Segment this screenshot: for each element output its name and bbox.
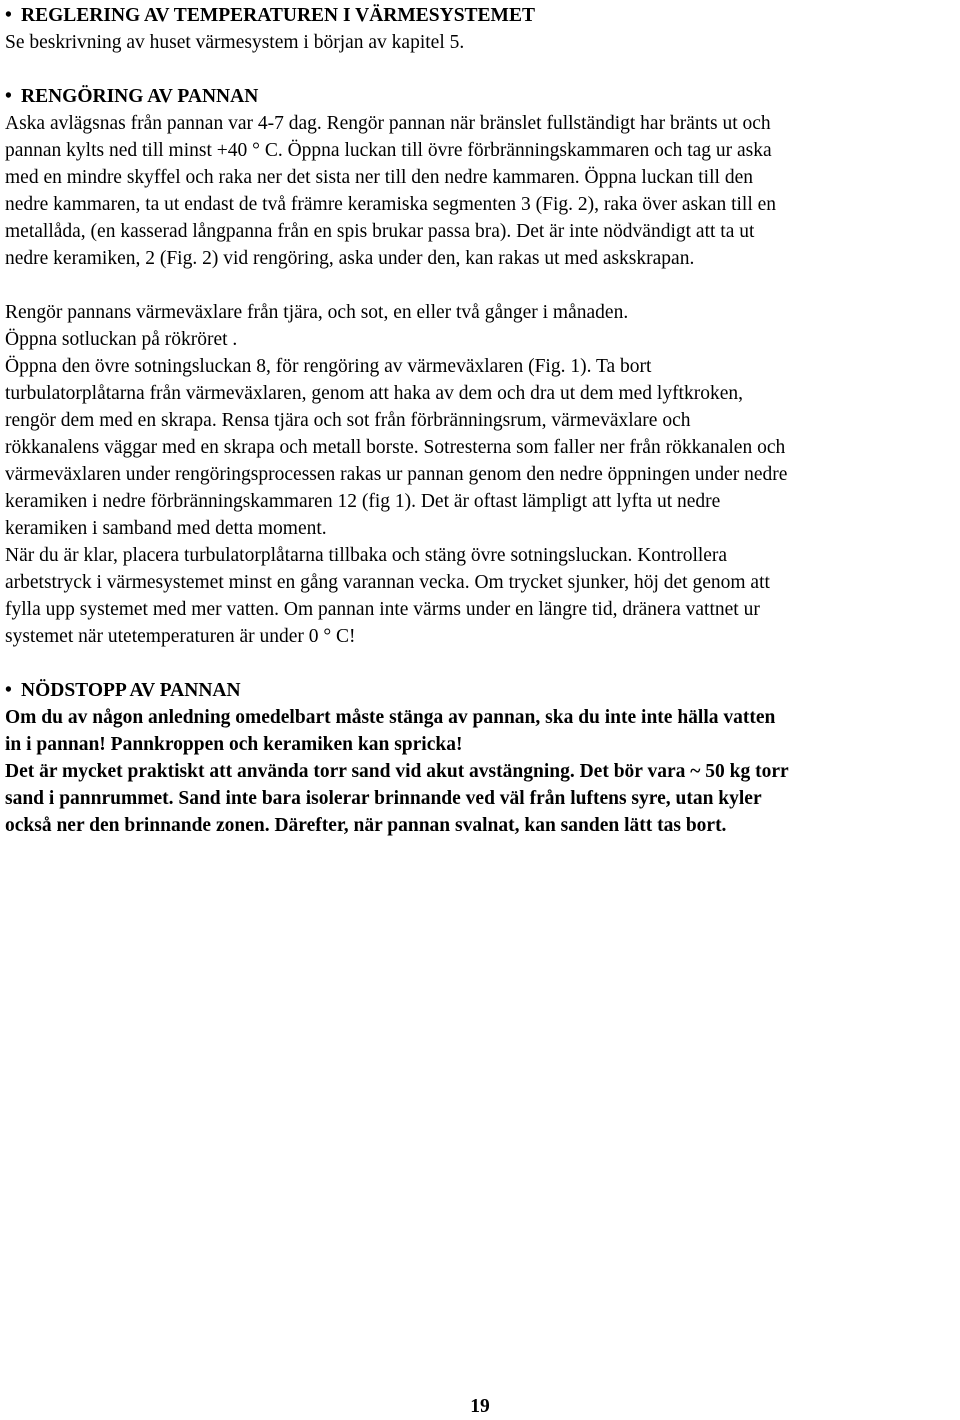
paragraph-line: systemet när utetemperaturen är under 0 ° C! <box>5 626 356 647</box>
section-heading <box>5 2 955 29</box>
paragraph-line: Se beskrivning av huset värmesystem i början av kapitel 5. <box>5 32 465 53</box>
paragraph-line: nedre keramiken, 2 (Fig. 2) vid rengöring, aska under den, kan rakas ut med askskrapan. <box>5 248 695 269</box>
warning-line: också ner den brinnande zonen. Därefter, när pannan svalnat, kan sanden lätt tas bort. <box>5 815 727 836</box>
paragraph-line: När du är klar, placera turbulatorplåtarna tillbaka och stäng övre sotningsluckan. Kontrollera <box>5 545 728 566</box>
paragraph-line: keramiken i samband med detta moment. <box>5 518 327 539</box>
bullet-icon: • <box>5 5 12 26</box>
paragraph-line: Aska avlägsnas från pannan var 4-7 dag. Rengör pannan när bränslet fullständigt har bränts ut och <box>5 113 771 134</box>
heading-text: NÖDSTOPP AV PANNAN <box>21 680 241 701</box>
paragraph-line: pannan kylts ned till minst +40 ° C. Öppna luckan till övre förbränningskammaren och tag ur aska <box>5 140 772 161</box>
spacer <box>5 56 955 83</box>
spacer <box>5 650 955 677</box>
section-heading <box>5 677 955 704</box>
paragraph-line: med en mindre skyffel och raka ner det sista ner till den nedre kammaren. Öppna luckan till den <box>5 167 753 188</box>
section-heading <box>5 83 955 110</box>
paragraph-line: rengör dem med en skrapa. Rensa tjära och sot från förbränningsrum, värmeväxlare och <box>5 410 691 431</box>
bullet-icon: • <box>5 86 12 107</box>
paragraph-line: Öppna den övre sotningsluckan 8, för rengöring av värmeväxlaren (Fig. 1). Ta bort <box>5 356 652 377</box>
heading-text: REGLERING AV TEMPERATUREN I VÄRMESYSTEMET <box>21 5 535 26</box>
spacer <box>5 272 955 299</box>
paragraph-line: Öppna sotluckan på rökröret . <box>5 329 238 350</box>
paragraph-line: Rengör pannans värmeväxlare från tjära, och sot, en eller två gånger i månaden. <box>5 302 629 323</box>
page-number: 19 <box>470 1396 490 1417</box>
paragraph-line: värmeväxlaren under rengöringsprocessen rakas ur pannan genom den nedre öppningen under nedre <box>5 464 788 485</box>
document-page <box>5 2 955 839</box>
paragraph-line: nedre kammaren, ta ut endast de två främre keramiska segmenten 3 (Fig. 2), raka över askan till en <box>5 194 777 215</box>
paragraph-line: turbulatorplåtarna från värmeväxlaren, genom att haka av dem och dra ut dem med lyftkroken, <box>5 383 744 404</box>
bullet-icon: • <box>5 680 12 701</box>
warning-line: sand i pannrummet. Sand inte bara isolerar brinnande ved väl från luftens syre, utan kyler <box>5 788 762 809</box>
heading-text: RENGÖRING AV PANNAN <box>21 86 259 107</box>
paragraph-line: keramiken i nedre förbränningskammaren 12 (fig 1). Det är oftast lämpligt att lyfta ut nedre <box>5 491 721 512</box>
paragraph-line: fylla upp systemet med mer vatten. Om pannan inte värms under en längre tid, dränera vattnet ur <box>5 599 760 620</box>
paragraph-line: rökkanalens väggar med en skrapa och metall borste. Sotresterna som faller ner från rökkanalen och <box>5 437 786 458</box>
paragraph-line: arbetstryck i värmesystemet minst en gång varannan vecka. Om trycket sjunker, höj det genom att <box>5 572 770 593</box>
warning-line: in i pannan! Pannkroppen och keramiken kan spricka! <box>5 734 463 755</box>
warning-line: Det är mycket praktiskt att använda torr sand vid akut avstängning. Det bör vara ~ 50 kg torr <box>5 761 789 782</box>
warning-line: Om du av någon anledning omedelbart måste stänga av pannan, ska du inte inte hälla vatten <box>5 707 776 728</box>
paragraph-line: metallåda, (en kasserad långpanna från en spis brukar passa bra). Det är inte nödvändigt att ta ut <box>5 221 755 242</box>
